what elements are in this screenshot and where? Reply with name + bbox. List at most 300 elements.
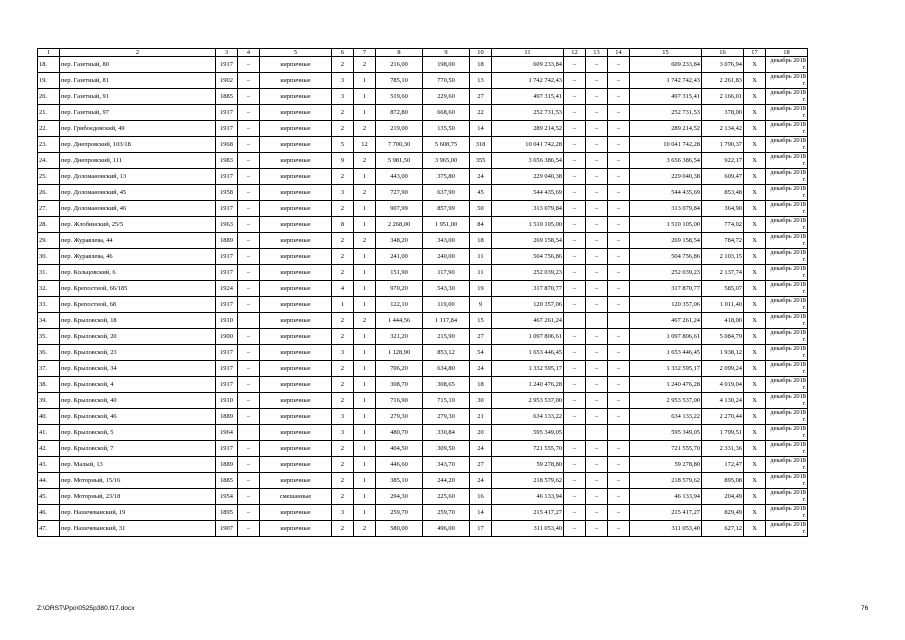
cell-cost-total: 1 653 446,45 [492, 345, 564, 361]
cell-cost-per-sqm: 1 011,40 [702, 297, 744, 313]
cell-col-13: – [586, 121, 608, 137]
buildings-table [37, 48, 808, 537]
column-number-10: 10 [470, 49, 492, 57]
cell-col-13: – [586, 169, 608, 185]
cell-residential-area: 770,50 [423, 73, 470, 89]
cell-row-number: 30. [38, 249, 60, 265]
table-row [38, 297, 808, 313]
cell-cost-total: 1 742 742,43 [492, 73, 564, 89]
cell-entrances: 1 [354, 105, 376, 121]
cell-total-area: 259,70 [376, 505, 423, 521]
cell-col-12: – [564, 105, 586, 121]
cell-wall-material: кирпичные [260, 265, 332, 281]
cell-col-14: – [608, 73, 630, 89]
cell-address: пер. Крыловской, 5 [60, 425, 216, 441]
column-number-9: 9 [423, 49, 470, 57]
table-row [38, 457, 808, 473]
column-number-15: 15 [630, 49, 702, 57]
cell-row-number: 36. [38, 345, 60, 361]
cell-col-17: X [744, 313, 766, 329]
cell-floors: 2 [332, 57, 354, 73]
cell-cost-total: 269 158,54 [492, 233, 564, 249]
cell-row-number: 22. [38, 121, 60, 137]
cell-wall-material: кирпичные [260, 249, 332, 265]
cell-entrances: 1 [354, 217, 376, 233]
cell-col-13: – [586, 345, 608, 361]
cell-col-17: X [744, 489, 766, 505]
cell-residential-area: 853,12 [423, 345, 470, 361]
cell-wall-material: кирпичные [260, 73, 332, 89]
cell-address: пер. Крыловской, 20 [60, 329, 216, 345]
cell-col-13: – [586, 185, 608, 201]
cell-wall-material: смешанные [260, 489, 332, 505]
cell-col-13: – [586, 105, 608, 121]
cell-entrances: 1 [354, 265, 376, 281]
cell-col-13: – [586, 249, 608, 265]
cell-col-14: – [608, 249, 630, 265]
cell-completion-date: декабрь 2018 г. [766, 409, 808, 425]
cell-total-area: 5 981,50 [376, 153, 423, 169]
cell-entrances: 1 [354, 441, 376, 457]
cell-year-built: 1885 [216, 473, 238, 489]
cell-col-4: – [238, 377, 260, 393]
cell-entrances: 1 [354, 361, 376, 377]
cell-address: пер. Крыловской, 18 [60, 313, 216, 329]
cell-col-17: X [744, 457, 766, 473]
cell-col-14: – [608, 521, 630, 537]
cell-wall-material: кирпичные [260, 57, 332, 73]
cell-cost-per-sqm: 364,90 [702, 201, 744, 217]
cell-address: пер. Крепостной, 66/185 [60, 281, 216, 297]
cell-row-number: 23. [38, 137, 60, 153]
cell-total-area: 907,99 [376, 201, 423, 217]
cell-col-13 [586, 425, 608, 441]
cell-residents: 27 [470, 89, 492, 105]
cell-total-area: 241,00 [376, 249, 423, 265]
cell-address: пер. Кольцовский, 6 [60, 265, 216, 281]
cell-col-12: – [564, 153, 586, 169]
cell-wall-material: кирпичные [260, 121, 332, 137]
cell-entrances: 1 [354, 473, 376, 489]
cell-floors: 2 [332, 441, 354, 457]
cell-year-built: 1889 [216, 409, 238, 425]
cell-col-4: – [238, 329, 260, 345]
cell-address: пер. Журавлева, 44 [60, 233, 216, 249]
cell-cost-total: 497 315,41 [492, 89, 564, 105]
cell-cost-fund: 2 953 537,00 [630, 393, 702, 409]
cell-year-built: 1889 [216, 457, 238, 473]
cell-total-area: 519,60 [376, 89, 423, 105]
cell-residential-area: 309,50 [423, 441, 470, 457]
cell-col-12: – [564, 265, 586, 281]
column-number-18: 18 [766, 49, 808, 57]
cell-cost-fund: 269 158,54 [630, 233, 702, 249]
cell-cost-total: 229 040,38 [492, 169, 564, 185]
cell-year-built: 1910 [216, 313, 238, 329]
cell-floors: 2 [332, 521, 354, 537]
cell-address: пер. Журавлева, 46 [60, 249, 216, 265]
cell-col-4: – [238, 137, 260, 153]
table-row [38, 377, 808, 393]
cell-col-4: – [238, 409, 260, 425]
cell-col-4: – [238, 73, 260, 89]
cell-wall-material: кирпичные [260, 521, 332, 537]
cell-col-13: – [586, 281, 608, 297]
cell-cost-fund: 3 656 386,54 [630, 153, 702, 169]
cell-col-13: – [586, 377, 608, 393]
cell-residential-area: 119,00 [423, 297, 470, 313]
cell-cost-fund: 252 039,23 [630, 265, 702, 281]
cell-col-14: – [608, 265, 630, 281]
cell-col-4: – [238, 489, 260, 505]
cell-cost-fund: 544 435,69 [630, 185, 702, 201]
cell-cost-fund: 634 133,22 [630, 409, 702, 425]
cell-wall-material: кирпичные [260, 89, 332, 105]
cell-row-number: 33. [38, 297, 60, 313]
cell-col-17: X [744, 89, 766, 105]
cell-col-14: – [608, 329, 630, 345]
cell-address: пер. Газетный, 97 [60, 105, 216, 121]
cell-address: пер. Крыловской, 4 [60, 377, 216, 393]
cell-residents: 54 [470, 345, 492, 361]
cell-residents: 84 [470, 217, 492, 233]
cell-entrances: 1 [354, 377, 376, 393]
cell-residents: 50 [470, 201, 492, 217]
cell-residential-area: 375,80 [423, 169, 470, 185]
cell-col-17: X [744, 441, 766, 457]
column-number-header-row [38, 49, 808, 57]
table-row [38, 217, 808, 233]
cell-residential-area: 215,90 [423, 329, 470, 345]
cell-year-built: 1983 [216, 153, 238, 169]
cell-residents: 24 [470, 361, 492, 377]
cell-residents: 18 [470, 233, 492, 249]
cell-col-13: – [586, 457, 608, 473]
cell-floors: 2 [332, 201, 354, 217]
cell-year-built: 1917 [216, 441, 238, 457]
table-row [38, 281, 808, 297]
cell-row-number: 24. [38, 153, 60, 169]
table-row [38, 473, 808, 489]
cell-cost-total: 1 510 105,00 [492, 217, 564, 233]
cell-residential-area: 637,90 [423, 185, 470, 201]
cell-cost-fund: 313 079,84 [630, 201, 702, 217]
cell-col-13: – [586, 89, 608, 105]
cell-total-area: 443,00 [376, 169, 423, 185]
table-row [38, 105, 808, 121]
cell-col-4: – [238, 153, 260, 169]
cell-completion-date: декабрь 2018 г. [766, 313, 808, 329]
cell-residential-area: 543,30 [423, 281, 470, 297]
cell-completion-date: декабрь 2018 г. [766, 201, 808, 217]
cell-cost-total: 311 053,40 [492, 521, 564, 537]
cell-cost-per-sqm: 1 938,12 [702, 345, 744, 361]
cell-cost-per-sqm: 3 076,94 [702, 57, 744, 73]
cell-col-12: – [564, 137, 586, 153]
cell-col-12: – [564, 361, 586, 377]
cell-year-built: 1924 [216, 281, 238, 297]
cell-total-area: 1 444,56 [376, 313, 423, 329]
cell-col-12: – [564, 409, 586, 425]
cell-total-area: 785,10 [376, 73, 423, 89]
cell-year-built: 1917 [216, 121, 238, 137]
cell-cost-total: 289 214,52 [492, 121, 564, 137]
cell-cost-per-sqm: 2 103,15 [702, 249, 744, 265]
cell-residential-area: 229,60 [423, 89, 470, 105]
cell-col-12: – [564, 57, 586, 73]
cell-entrances: 1 [354, 297, 376, 313]
cell-col-14: – [608, 409, 630, 425]
cell-address: пер. Грибоедовский, 49 [60, 121, 216, 137]
cell-col-13: – [586, 73, 608, 89]
cell-address: пер. Крыловской, 40 [60, 393, 216, 409]
cell-cost-total: 317 870,77 [492, 281, 564, 297]
cell-row-number: 32. [38, 281, 60, 297]
cell-col-12: – [564, 377, 586, 393]
cell-col-17: X [744, 169, 766, 185]
cell-floors: 2 [332, 233, 354, 249]
cell-year-built: 1917 [216, 57, 238, 73]
cell-completion-date: декабрь 2018 г. [766, 105, 808, 121]
cell-cost-per-sqm: 2 270,44 [702, 409, 744, 425]
cell-cost-per-sqm: 2 166,01 [702, 89, 744, 105]
cell-year-built: 1889 [216, 233, 238, 249]
cell-col-14: – [608, 153, 630, 169]
cell-col-12: – [564, 169, 586, 185]
column-number-13: 13 [586, 49, 608, 57]
cell-col-13: – [586, 505, 608, 521]
cell-col-13: – [586, 409, 608, 425]
cell-floors: 2 [332, 361, 354, 377]
cell-cost-fund: 1 510 105,00 [630, 217, 702, 233]
cell-floors: 1 [332, 297, 354, 313]
cell-completion-date: декабрь 2018 г. [766, 265, 808, 281]
cell-residents: 24 [470, 169, 492, 185]
cell-total-area: 216,00 [376, 57, 423, 73]
cell-col-13: – [586, 393, 608, 409]
cell-floors: 3 [332, 73, 354, 89]
cell-col-4: – [238, 361, 260, 377]
cell-col-4: – [238, 473, 260, 489]
cell-total-area: 308,70 [376, 377, 423, 393]
cell-col-12: – [564, 489, 586, 505]
cell-completion-date: декабрь 2018 г. [766, 377, 808, 393]
cell-residential-area: 225,60 [423, 489, 470, 505]
cell-col-12: – [564, 457, 586, 473]
cell-residential-area: 715,10 [423, 393, 470, 409]
cell-col-14: – [608, 217, 630, 233]
cell-col-17: X [744, 505, 766, 521]
cell-residential-area: 279,30 [423, 409, 470, 425]
column-number-2: 2 [60, 49, 216, 57]
cell-cost-total: 252 039,23 [492, 265, 564, 281]
cell-entrances: 2 [354, 121, 376, 137]
cell-completion-date: декабрь 2018 г. [766, 441, 808, 457]
cell-cost-total: 46 133,94 [492, 489, 564, 505]
cell-cost-per-sqm: 853,48 [702, 185, 744, 201]
cell-year-built: 1900 [216, 329, 238, 345]
cell-total-area: 480,70 [376, 425, 423, 441]
cell-total-area: 2 268,00 [376, 217, 423, 233]
cell-col-12: – [564, 217, 586, 233]
cell-col-14: – [608, 89, 630, 105]
column-number-16: 16 [702, 49, 744, 57]
cell-col-17: X [744, 377, 766, 393]
cell-col-4: – [238, 121, 260, 137]
cell-residential-area: 117,90 [423, 265, 470, 281]
cell-residents: 318 [470, 137, 492, 153]
cell-residents: 14 [470, 505, 492, 521]
cell-cost-total: 59 278,80 [492, 457, 564, 473]
cell-cost-per-sqm: 204,49 [702, 489, 744, 505]
cell-col-13: – [586, 57, 608, 73]
cell-total-area: 151,90 [376, 265, 423, 281]
cell-completion-date: декабрь 2018 г. [766, 361, 808, 377]
cell-cost-total: 1 332 595,17 [492, 361, 564, 377]
table-row [38, 425, 808, 441]
cell-cost-total: 10 041 742,28 [492, 137, 564, 153]
cell-col-4: – [238, 265, 260, 281]
cell-cost-fund: 595 349,05 [630, 425, 702, 441]
cell-wall-material: кирпичные [260, 137, 332, 153]
cell-col-4: – [238, 249, 260, 265]
cell-completion-date: декабрь 2018 г. [766, 169, 808, 185]
cell-col-12: – [564, 329, 586, 345]
cell-col-13: – [586, 441, 608, 457]
cell-wall-material: кирпичные [260, 313, 332, 329]
cell-col-17: X [744, 281, 766, 297]
table-row [38, 89, 808, 105]
cell-completion-date: декабрь 2018 г. [766, 345, 808, 361]
cell-row-number: 31. [38, 265, 60, 281]
cell-col-4 [238, 425, 260, 441]
cell-completion-date: декабрь 2018 г. [766, 425, 808, 441]
cell-entrances: 2 [354, 233, 376, 249]
cell-year-built: 1964 [216, 425, 238, 441]
cell-wall-material: кирпичные [260, 217, 332, 233]
cell-cost-per-sqm: 2 099,24 [702, 361, 744, 377]
cell-year-built: 1968 [216, 137, 238, 153]
cell-address: пер. Малый, 13 [60, 457, 216, 473]
cell-row-number: 34. [38, 313, 60, 329]
table-row [38, 121, 808, 137]
cell-cost-fund: 215 417,27 [630, 505, 702, 521]
cell-cost-total: 721 555,70 [492, 441, 564, 457]
cell-col-13 [586, 313, 608, 329]
cell-residents: 13 [470, 73, 492, 89]
cell-entrances: 1 [354, 329, 376, 345]
cell-col-13: – [586, 489, 608, 505]
cell-cost-fund: 1 097 806,61 [630, 329, 702, 345]
cell-floors: 2 [332, 473, 354, 489]
cell-year-built: 1954 [216, 489, 238, 505]
cell-completion-date: декабрь 2018 г. [766, 505, 808, 521]
cell-residents: 22 [470, 105, 492, 121]
cell-residents: 21 [470, 409, 492, 425]
table-row [38, 233, 808, 249]
cell-completion-date: декабрь 2018 г. [766, 233, 808, 249]
cell-wall-material: кирпичные [260, 201, 332, 217]
cell-cost-per-sqm: 922,17 [702, 153, 744, 169]
cell-cost-per-sqm: 627,12 [702, 521, 744, 537]
cell-col-14: – [608, 393, 630, 409]
cell-col-13: – [586, 361, 608, 377]
cell-cost-per-sqm: 2 261,83 [702, 73, 744, 89]
cell-cost-per-sqm: 895,08 [702, 473, 744, 489]
cell-completion-date: декабрь 2018 г. [766, 457, 808, 473]
cell-wall-material: кирпичные [260, 473, 332, 489]
column-number-17: 17 [744, 49, 766, 57]
cell-year-built: 1895 [216, 505, 238, 521]
cell-col-12: – [564, 505, 586, 521]
cell-col-12: – [564, 393, 586, 409]
cell-entrances: 1 [354, 457, 376, 473]
cell-residents: 24 [470, 473, 492, 489]
cell-cost-per-sqm: 2 137,74 [702, 265, 744, 281]
cell-residential-area: 5 608,75 [423, 137, 470, 153]
cell-cost-fund: 497 315,41 [630, 89, 702, 105]
cell-col-4: – [238, 505, 260, 521]
cell-col-13: – [586, 233, 608, 249]
cell-row-number: 39. [38, 393, 60, 409]
cell-col-14: – [608, 473, 630, 489]
cell-row-number: 25. [38, 169, 60, 185]
cell-cost-per-sqm: 784,72 [702, 233, 744, 249]
cell-address: пер. Газетный, 80 [60, 57, 216, 73]
cell-col-14 [608, 313, 630, 329]
cell-completion-date: декабрь 2018 г. [766, 57, 808, 73]
cell-cost-fund: 120 357,06 [630, 297, 702, 313]
page-number: 76 [861, 605, 869, 612]
cell-address: пер. Газетный, 81 [60, 73, 216, 89]
cell-floors: 3 [332, 409, 354, 425]
cell-col-13: – [586, 201, 608, 217]
cell-col-13: – [586, 521, 608, 537]
cell-address: пер. Крыловской, 46 [60, 409, 216, 425]
cell-col-14: – [608, 281, 630, 297]
cell-wall-material: кирпичные [260, 393, 332, 409]
cell-row-number: 19. [38, 73, 60, 89]
cell-col-14: – [608, 137, 630, 153]
cell-completion-date: декабрь 2018 г. [766, 153, 808, 169]
cell-total-area: 706,20 [376, 361, 423, 377]
cell-wall-material: кирпичные [260, 297, 332, 313]
cell-cost-total: 467 261,24 [492, 313, 564, 329]
cell-entrances: 1 [354, 201, 376, 217]
cell-year-built: 1917 [216, 297, 238, 313]
cell-residents: 16 [470, 489, 492, 505]
cell-completion-date: декабрь 2018 г. [766, 249, 808, 265]
cell-year-built: 1917 [216, 201, 238, 217]
cell-total-area: 716,90 [376, 393, 423, 409]
cell-completion-date: декабрь 2018 г. [766, 217, 808, 233]
cell-col-14: – [608, 169, 630, 185]
cell-col-12: – [564, 281, 586, 297]
cell-completion-date: декабрь 2018 г. [766, 329, 808, 345]
cell-col-12 [564, 425, 586, 441]
cell-cost-total: 544 435,69 [492, 185, 564, 201]
cell-cost-per-sqm: 378,00 [702, 105, 744, 121]
cell-row-number: 21. [38, 105, 60, 121]
cell-cost-fund: 289 214,52 [630, 121, 702, 137]
cell-row-number: 29. [38, 233, 60, 249]
cell-col-4: – [238, 185, 260, 201]
cell-col-14: – [608, 505, 630, 521]
cell-col-13: – [586, 329, 608, 345]
cell-col-17: X [744, 329, 766, 345]
cell-col-12: – [564, 249, 586, 265]
table-row [38, 73, 808, 89]
